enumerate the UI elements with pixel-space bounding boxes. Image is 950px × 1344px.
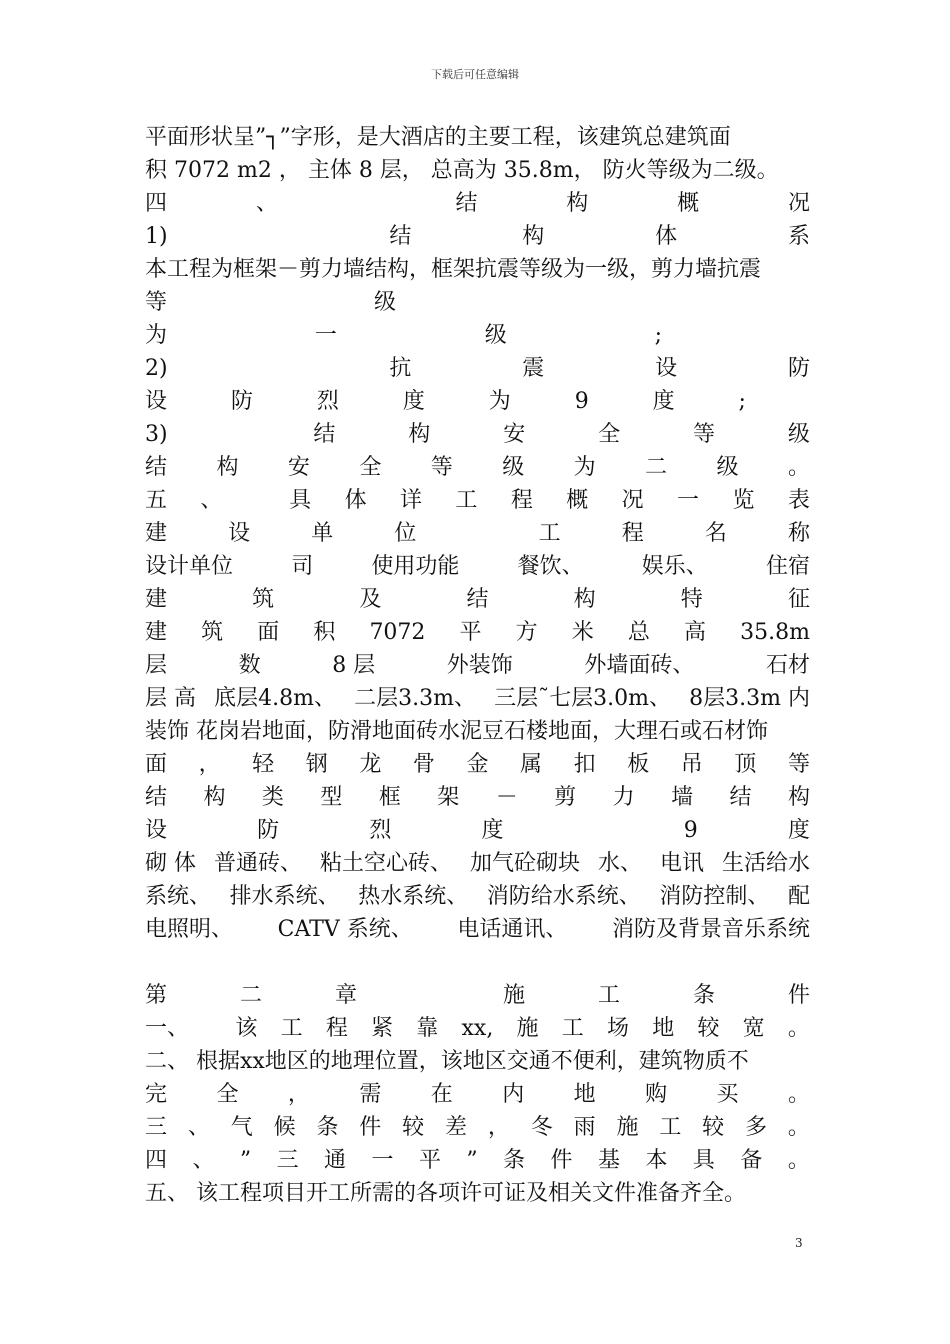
text-token: 3) [145, 422, 168, 447]
text-token: 概 [566, 488, 589, 513]
text-token: 平面形状呈”┐”字形，是大酒店的主要工程，该建筑总建筑面 [145, 125, 731, 150]
text-token: 三 [276, 1148, 299, 1173]
text-token: 体 [655, 224, 678, 249]
document-body [145, 121, 810, 1210]
text-token: 二层3.3m、 [354, 686, 476, 711]
text-token: 级 [787, 422, 810, 447]
text-token: 结 [466, 587, 489, 612]
text-line [145, 1012, 810, 1045]
text-token: ， [198, 752, 221, 777]
text-token: 等 [430, 455, 453, 480]
text-token: 设 [145, 389, 168, 414]
text-token: 单 [311, 521, 334, 546]
text-token: 消防及背景音乐系统 [611, 917, 810, 942]
text-token: 筑 [201, 620, 224, 645]
text-token: 层 高 [145, 686, 196, 711]
text-token: 五 [145, 488, 168, 513]
text-token: 系 [787, 224, 810, 249]
text-token: 吊 [680, 752, 703, 777]
text-token: 三 [145, 1115, 168, 1140]
text-line [145, 220, 810, 253]
text-token: 骨 [412, 752, 435, 777]
text-token: ， [487, 1115, 510, 1140]
text-token: 力 [612, 785, 635, 810]
text-token: 级 [502, 455, 525, 480]
text-token: 数 [238, 653, 261, 678]
text-token: 电话通讯、 [457, 917, 568, 942]
text-token: 烈 [369, 818, 392, 843]
text-token: 。 [787, 1016, 810, 1041]
text-line [145, 1111, 810, 1144]
text-line [145, 847, 810, 880]
text-token: 餐饮、 [517, 554, 584, 579]
text-line [145, 781, 810, 814]
text-token: 紧 [371, 1016, 394, 1041]
text-token: 冬 [530, 1115, 553, 1140]
text-token: 构 [203, 785, 226, 810]
text-token: 砌 体 [145, 851, 196, 876]
text-token: 基 [598, 1148, 621, 1173]
text-token: 名 [704, 521, 727, 546]
text-token: 防 [787, 356, 810, 381]
text-token: 况 [787, 191, 810, 216]
text-token: 排水系统、 [229, 884, 340, 909]
text-token: 板 [627, 752, 650, 777]
text-token: 位 [394, 521, 417, 546]
text-token: 全 [216, 1082, 239, 1107]
text-token: 差 [445, 1115, 468, 1140]
text-token: 二、 根据xx地区的地理位置，该地区交通不便利，建筑物质不 [145, 1049, 749, 1074]
text-token: 具 [692, 1148, 715, 1173]
text-token: 买 [716, 1082, 739, 1107]
text-token: 结 [145, 455, 168, 480]
text-line [145, 715, 810, 748]
text-token: 施 [502, 983, 525, 1008]
text-token: 方 [515, 620, 538, 645]
text-line [145, 418, 810, 451]
text-line [145, 385, 810, 418]
text-token: 使用功能 [371, 554, 460, 579]
text-line [145, 319, 810, 352]
page-header: 下载后可任意编辑 [431, 68, 519, 81]
text-token: 内 [502, 1082, 525, 1107]
text-token: xx, [461, 1016, 494, 1041]
text-token: 装饰 花岗岩地面，防滑地面砖水泥豆石楼地面，大理石或石材饰 [145, 719, 768, 744]
text-token: 第 [145, 983, 168, 1008]
text-token: 程 [325, 1016, 348, 1041]
text-line [145, 682, 810, 715]
text-token: 备 [740, 1148, 763, 1173]
text-token: ” [466, 1148, 478, 1173]
text-line [145, 1045, 810, 1078]
text-token: 较 [697, 1016, 720, 1041]
text-token: 工 [597, 983, 620, 1008]
text-token: 全 [359, 455, 382, 480]
text-token: 型 [320, 785, 343, 810]
text-line [145, 352, 810, 385]
text-line [145, 253, 810, 286]
text-line [145, 187, 810, 220]
text-token: 司 [291, 554, 314, 579]
text-token: 、 [255, 191, 278, 216]
text-token: 平 [459, 620, 482, 645]
text-token: 结 [313, 422, 336, 447]
text-token: 级 [374, 290, 397, 315]
text-token: 条 [692, 983, 715, 1008]
text-token: 钢 [305, 752, 328, 777]
text-token: 二 [645, 455, 668, 480]
text-token: 外装饰 [446, 653, 513, 678]
text-token: 通 [324, 1148, 347, 1173]
text-line [145, 979, 810, 1012]
text-token: 加气砼砌块 [469, 851, 580, 876]
text-token: 娱乐、 [641, 554, 708, 579]
text-token: 8 层 [332, 653, 376, 678]
text-token: 等 [787, 752, 810, 777]
text-line [145, 484, 810, 517]
text-token: 况 [621, 488, 644, 513]
text-token: 为 [145, 323, 168, 348]
text-token: 购 [645, 1082, 668, 1107]
page-number: 3 [795, 1236, 803, 1250]
text-token: 普通砖、 [213, 851, 302, 876]
text-token: 构 [787, 785, 810, 810]
text-token: 一 [314, 323, 337, 348]
text-token: 设 [655, 356, 678, 381]
text-token: 电讯 [659, 851, 704, 876]
text-token: 地 [652, 1016, 675, 1041]
text-token: 电照明、 [145, 917, 234, 942]
text-token: 章 [335, 983, 358, 1008]
text-token: 。 [787, 1148, 810, 1173]
text-token: 9 [574, 389, 589, 414]
text-token: 外墙面砖、 [584, 653, 695, 678]
text-token: 高 [683, 620, 706, 645]
text-token: 一 [677, 488, 700, 513]
text-line [145, 154, 810, 187]
text-line [145, 121, 810, 154]
text-token: 靠 [416, 1016, 439, 1041]
text-token: 等 [693, 422, 716, 447]
text-token: 较 [702, 1115, 725, 1140]
text-token: 建 [145, 620, 168, 645]
text-token: 工 [538, 521, 561, 546]
text-line [145, 1177, 810, 1210]
text-token: 详 [400, 488, 423, 513]
text-token: 9 [683, 818, 698, 843]
text-token: 防 [230, 389, 253, 414]
text-token: 架 [437, 785, 460, 810]
text-token: 施 [516, 1016, 539, 1041]
text-token: 本 [645, 1148, 668, 1173]
text-token: 结 [729, 785, 752, 810]
text-token: 构 [573, 587, 596, 612]
text-line [145, 550, 810, 583]
text-token: 住宿 [765, 554, 810, 579]
text-token: 地 [573, 1082, 596, 1107]
text-line [145, 649, 810, 682]
text-token: 轻 [252, 752, 275, 777]
text-token: 面 [257, 620, 280, 645]
text-token: 面 [145, 752, 168, 777]
text-token: 。 [787, 455, 810, 480]
text-token: 顶 [734, 752, 757, 777]
text-token: 8层3.3m 内 [689, 686, 810, 711]
text-token: 一、 [145, 1016, 190, 1041]
text-token: 生活给水 [721, 851, 810, 876]
text-token: ; [738, 389, 746, 414]
text-token: 龙 [359, 752, 382, 777]
text-token: 震 [522, 356, 545, 381]
text-token: 度 [481, 818, 504, 843]
text-line [145, 583, 810, 616]
text-token: 、 [192, 1148, 215, 1173]
text-token: 三层˜七层3.0m、 [494, 686, 671, 711]
text-token: 1) [145, 224, 168, 249]
text-token: 四 [145, 191, 168, 216]
text-token: 设计单位 [145, 554, 234, 579]
text-token: 级 [716, 455, 739, 480]
text-token: 结 [145, 785, 168, 810]
text-token: 消防给水系统、 [486, 884, 641, 909]
text-token: 完 [145, 1082, 168, 1107]
text-token: 施 [616, 1115, 639, 1140]
text-token: 建 [145, 587, 168, 612]
text-token: 件 [550, 1148, 573, 1173]
text-token: 2) [145, 356, 168, 381]
text-token: 程 [510, 488, 533, 513]
text-token: 筑 [252, 587, 275, 612]
text-line [145, 814, 810, 847]
text-token: 积 [313, 620, 336, 645]
text-token: 条 [316, 1115, 339, 1140]
text-token: ” [239, 1148, 252, 1173]
text-token: 、 [187, 1115, 210, 1140]
text-token: 全 [598, 422, 621, 447]
text-token: 在 [430, 1082, 453, 1107]
text-line [145, 517, 810, 550]
text-line [145, 880, 810, 913]
text-token: 框 [378, 785, 401, 810]
text-token: 属 [520, 752, 543, 777]
text-token: CATV 系统、 [277, 917, 413, 942]
text-token: 度 [402, 389, 425, 414]
text-line [145, 286, 810, 319]
text-token: 具 [289, 488, 312, 513]
text-token: 。 [787, 1115, 810, 1140]
text-token: 二 [240, 983, 263, 1008]
text-token: 特 [680, 587, 703, 612]
text-line [145, 616, 810, 649]
text-token: 建 [145, 521, 168, 546]
text-token: 览 [732, 488, 755, 513]
text-token: 。 [787, 1082, 810, 1107]
text-token: 结 [389, 224, 412, 249]
text-token: 类 [261, 785, 284, 810]
text-token: 雨 [573, 1115, 596, 1140]
text-token: 石材 [765, 653, 810, 678]
text-line [145, 451, 810, 484]
text-token: 件 [787, 983, 810, 1008]
text-token: 墙 [671, 785, 694, 810]
text-token: 总 [627, 620, 650, 645]
text-token: 、 [200, 488, 223, 513]
text-token: 度 [652, 389, 675, 414]
text-token: 消防控制、 [659, 884, 770, 909]
text-token: 构 [522, 224, 545, 249]
text-token: 度 [787, 818, 810, 843]
text-token: 场 [606, 1016, 629, 1041]
text-token: 等 [145, 290, 168, 315]
text-token: 征 [787, 587, 810, 612]
text-token: 粘土空心砖、 [319, 851, 452, 876]
text-token: 配 [787, 884, 810, 909]
text-token: 35.8m [740, 620, 810, 645]
text-token: 表 [787, 488, 810, 513]
text-token: 构 [566, 191, 589, 216]
text-token: 为 [573, 455, 596, 480]
text-token: ， [287, 1082, 310, 1107]
text-token: 该 [235, 1016, 258, 1041]
text-token: 条 [503, 1148, 526, 1173]
text-token: 及 [359, 587, 382, 612]
text-token: 设 [145, 818, 168, 843]
text-token: 工 [280, 1016, 303, 1041]
text-token: － [495, 785, 518, 810]
text-token: 7072 [369, 620, 426, 645]
text-token: 工 [659, 1115, 682, 1140]
text-token: 宽 [742, 1016, 765, 1041]
text-token: 安 [503, 422, 526, 447]
text-token: 金 [466, 752, 489, 777]
text-token: 工 [561, 1016, 584, 1041]
text-token: 水、 [597, 851, 642, 876]
text-line [145, 1078, 810, 1111]
text-token: 工 [455, 488, 478, 513]
text-token: 级 [484, 323, 507, 348]
text-token: 为 [488, 389, 511, 414]
text-token: 系统、 [145, 884, 212, 909]
text-line [145, 913, 810, 946]
text-token: 气 [230, 1115, 253, 1140]
text-token: 底层4.8m、 [214, 686, 336, 711]
text-token: 多 [745, 1115, 768, 1140]
text-token: 候 [273, 1115, 296, 1140]
text-token: 层 [145, 653, 168, 678]
text-token: 较 [402, 1115, 425, 1140]
text-line [145, 1144, 810, 1177]
text-token: 程 [621, 521, 644, 546]
text-token: 防 [257, 818, 280, 843]
text-token: 五、 该工程项目开工所需的各项许可证及相关文件准备齐全。 [145, 1181, 746, 1206]
text-token: 概 [677, 191, 700, 216]
text-token: 构 [408, 422, 431, 447]
text-token: 结 [455, 191, 478, 216]
text-token: 件 [359, 1115, 382, 1140]
text-token: 热水系统、 [358, 884, 469, 909]
text-token: 剪 [554, 785, 577, 810]
text-token: 安 [287, 455, 310, 480]
text-token: 积 7072 m2 ， 主体 8 层， 总高为 35.8m， 防火等级为二级。 [145, 158, 779, 183]
text-token: 体 [344, 488, 367, 513]
text-token: 抗 [389, 356, 412, 381]
text-token: 一 [371, 1148, 394, 1173]
text-token: 四 [145, 1148, 168, 1173]
blank-line [145, 946, 810, 979]
text-token: 本工程为框架－剪力墙结构，框架抗震等级为一级，剪力墙抗震 [145, 257, 762, 282]
text-token: 设 [228, 521, 251, 546]
text-token: 扣 [573, 752, 596, 777]
text-token: 构 [216, 455, 239, 480]
text-token: 烈 [316, 389, 339, 414]
text-line [145, 748, 810, 781]
text-token: 称 [787, 521, 810, 546]
text-token: ; [654, 323, 663, 348]
text-token: 平 [418, 1148, 441, 1173]
text-token: 需 [359, 1082, 382, 1107]
text-token: 米 [571, 620, 594, 645]
